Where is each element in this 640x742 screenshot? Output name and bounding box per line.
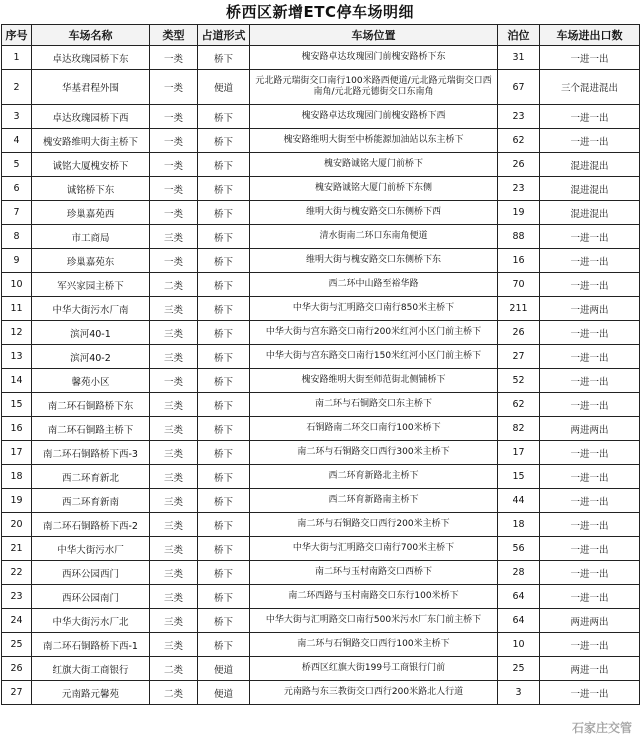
cell-exits: 两进两出 — [540, 417, 640, 441]
cell-location: 中华大街与宫东路交口南行150米红河小区门前主桥下 — [250, 345, 498, 369]
cell-mode: 桥下 — [198, 129, 250, 153]
cell-type: 二类 — [150, 681, 198, 705]
cell-exits: 一进一出 — [540, 561, 640, 585]
cell-type: 二类 — [150, 273, 198, 297]
cell-name: 卓达玫瑰园桥下西 — [32, 105, 150, 129]
cell-name: 中华大街污水厂南 — [32, 297, 150, 321]
cell-type: 三类 — [150, 561, 198, 585]
cell-location: 槐安路维明大街至中桥能源加油站以东主桥下 — [250, 129, 498, 153]
cell-type: 三类 — [150, 345, 198, 369]
cell-spaces: 17 — [498, 441, 540, 465]
cell-exits: 一进一出 — [540, 105, 640, 129]
cell-name: 华基君程外围 — [32, 70, 150, 105]
cell-exits: 一进两出 — [540, 297, 640, 321]
cell-spaces: 16 — [498, 249, 540, 273]
cell-location: 南二环西路与玉村南路交口东行100米桥下 — [250, 585, 498, 609]
cell-spaces: 23 — [498, 105, 540, 129]
cell-location: 槐安路维明大街至师范街北侧铺桥下 — [250, 369, 498, 393]
cell-spaces: 82 — [498, 417, 540, 441]
cell-mode: 桥下 — [198, 417, 250, 441]
cell-spaces: 64 — [498, 609, 540, 633]
cell-location: 元北路元瑞街交口南行100米路西便道/元北路元瑞街交口西南角/元北路元德街交口东南角 — [250, 70, 498, 105]
cell-mode: 桥下 — [198, 345, 250, 369]
table-row — [2, 441, 640, 465]
cell-exits: 一进一出 — [540, 345, 640, 369]
table-row — [2, 633, 640, 657]
cell-mode: 桥下 — [198, 513, 250, 537]
cell-no: 5 — [2, 153, 32, 177]
cell-no: 10 — [2, 273, 32, 297]
cell-exits: 一进一出 — [540, 537, 640, 561]
cell-name: 南二环石铜路桥下西-1 — [32, 633, 150, 657]
cell-exits: 一进一出 — [540, 369, 640, 393]
table-row — [2, 393, 640, 417]
cell-location: 南二环与石铜路交口西行100米主桥下 — [250, 633, 498, 657]
cell-type: 一类 — [150, 70, 198, 105]
cell-no: 1 — [2, 46, 32, 70]
cell-mode: 桥下 — [198, 585, 250, 609]
cell-type: 三类 — [150, 585, 198, 609]
table-row — [2, 46, 640, 70]
table-row — [2, 153, 640, 177]
cell-location: 元南路与东三教街交口西行200米路北人行道 — [250, 681, 498, 705]
table-row — [2, 105, 640, 129]
cell-mode: 桥下 — [198, 46, 250, 70]
cell-name: 滨河40-1 — [32, 321, 150, 345]
cell-type: 一类 — [150, 129, 198, 153]
cell-mode: 便道 — [198, 70, 250, 105]
cell-location: 槐安路卓达玫瑰园门前槐安路桥下东 — [250, 46, 498, 70]
cell-mode: 桥下 — [198, 249, 250, 273]
cell-spaces: 52 — [498, 369, 540, 393]
cell-no: 27 — [2, 681, 32, 705]
cell-type: 三类 — [150, 609, 198, 633]
cell-exits: 一进一出 — [540, 633, 640, 657]
cell-no: 11 — [2, 297, 32, 321]
cell-type: 二类 — [150, 657, 198, 681]
cell-location: 西二环育新路南主桥下 — [250, 489, 498, 513]
cell-mode: 桥下 — [198, 321, 250, 345]
table-row — [2, 369, 640, 393]
cell-spaces: 19 — [498, 201, 540, 225]
cell-name: 红旗大街工商银行 — [32, 657, 150, 681]
cell-type: 三类 — [150, 393, 198, 417]
cell-location: 南二环与石铜路交口西行200米主桥下 — [250, 513, 498, 537]
cell-exits: 两进两出 — [540, 609, 640, 633]
cell-no: 6 — [2, 177, 32, 201]
cell-no: 14 — [2, 369, 32, 393]
table-row — [2, 225, 640, 249]
header-location: 车场位置 — [250, 25, 498, 46]
table-row — [2, 489, 640, 513]
cell-name: 军兴家园主桥下 — [32, 273, 150, 297]
table-row — [2, 273, 640, 297]
cell-name: 滨河40-2 — [32, 345, 150, 369]
cell-mode: 便道 — [198, 657, 250, 681]
cell-spaces: 62 — [498, 129, 540, 153]
cell-no: 22 — [2, 561, 32, 585]
cell-mode: 桥下 — [198, 561, 250, 585]
cell-exits: 混进混出 — [540, 201, 640, 225]
cell-mode: 桥下 — [198, 201, 250, 225]
cell-no: 9 — [2, 249, 32, 273]
cell-location: 中华大街与汇明路交口南行850米主桥下 — [250, 297, 498, 321]
cell-mode: 便道 — [198, 681, 250, 705]
cell-spaces: 3 — [498, 681, 540, 705]
cell-spaces: 64 — [498, 585, 540, 609]
cell-name: 珍巢嘉苑东 — [32, 249, 150, 273]
cell-type: 一类 — [150, 369, 198, 393]
cell-type: 三类 — [150, 441, 198, 465]
page-title: 桥西区新增ETC停车场明细 — [226, 3, 414, 21]
cell-name: 槐安路维明大街主桥下 — [32, 129, 150, 153]
table-row — [2, 609, 640, 633]
table-row — [2, 321, 640, 345]
cell-name: 中华大街污水厂 — [32, 537, 150, 561]
table-row — [2, 417, 640, 441]
cell-exits: 一进一出 — [540, 225, 640, 249]
cell-no: 15 — [2, 393, 32, 417]
cell-type: 一类 — [150, 249, 198, 273]
cell-spaces: 23 — [498, 177, 540, 201]
cell-exits: 一进一出 — [540, 46, 640, 70]
cell-name: 卓达玫瑰园桥下东 — [32, 46, 150, 70]
cell-spaces: 10 — [498, 633, 540, 657]
table-row — [2, 681, 640, 705]
cell-exits: 一进一出 — [540, 321, 640, 345]
cell-spaces: 18 — [498, 513, 540, 537]
cell-location: 桥西区红旗大街199号工商银行门前 — [250, 657, 498, 681]
cell-type: 三类 — [150, 489, 198, 513]
cell-type: 三类 — [150, 465, 198, 489]
cell-no: 17 — [2, 441, 32, 465]
cell-location: 维明大街与槐安路交口东侧桥下东 — [250, 249, 498, 273]
cell-name: 西二环育新北 — [32, 465, 150, 489]
cell-type: 三类 — [150, 417, 198, 441]
cell-mode: 桥下 — [198, 393, 250, 417]
cell-spaces: 25 — [498, 657, 540, 681]
cell-exits: 一进一出 — [540, 681, 640, 705]
cell-name: 西二环育新南 — [32, 489, 150, 513]
cell-type: 一类 — [150, 153, 198, 177]
table-row — [2, 129, 640, 153]
cell-spaces: 44 — [498, 489, 540, 513]
cell-location: 南二环与石铜路交口西行300米主桥下 — [250, 441, 498, 465]
cell-exits: 一进一出 — [540, 441, 640, 465]
cell-spaces: 56 — [498, 537, 540, 561]
cell-no: 4 — [2, 129, 32, 153]
table-row — [2, 513, 640, 537]
cell-no: 23 — [2, 585, 32, 609]
cell-spaces: 15 — [498, 465, 540, 489]
cell-name: 南二环石铜路桥下东 — [32, 393, 150, 417]
header-exits: 车场进出口数 — [540, 25, 640, 46]
cell-location: 南二环与石铜路交口东主桥下 — [250, 393, 498, 417]
cell-no: 25 — [2, 633, 32, 657]
cell-mode: 桥下 — [198, 537, 250, 561]
cell-mode: 桥下 — [198, 369, 250, 393]
cell-mode: 桥下 — [198, 225, 250, 249]
cell-location: 中华大街与汇明路交口南行500米污水厂东门前主桥下 — [250, 609, 498, 633]
cell-mode: 桥下 — [198, 609, 250, 633]
cell-mode: 桥下 — [198, 465, 250, 489]
cell-exits: 一进一出 — [540, 393, 640, 417]
cell-name: 市工商局 — [32, 225, 150, 249]
cell-no: 8 — [2, 225, 32, 249]
cell-spaces: 67 — [498, 70, 540, 105]
header-name: 车场名称 — [32, 25, 150, 46]
cell-location: 槐安路诚铭大厦门前桥下 — [250, 153, 498, 177]
cell-mode: 桥下 — [198, 297, 250, 321]
cell-spaces: 88 — [498, 225, 540, 249]
cell-exits: 混进混出 — [540, 153, 640, 177]
cell-name: 元南路元馨苑 — [32, 681, 150, 705]
cell-name: 南二环石铜路桥下西-2 — [32, 513, 150, 537]
parking-table — [1, 24, 640, 705]
table-row — [2, 345, 640, 369]
cell-spaces: 27 — [498, 345, 540, 369]
header-spaces: 泊位 — [498, 25, 540, 46]
cell-type: 一类 — [150, 201, 198, 225]
cell-exits: 一进一出 — [540, 513, 640, 537]
cell-exits: 混进混出 — [540, 177, 640, 201]
cell-mode: 桥下 — [198, 489, 250, 513]
cell-type: 三类 — [150, 537, 198, 561]
cell-exits: 一进一出 — [540, 465, 640, 489]
cell-location: 西二环中山路至裕华路 — [250, 273, 498, 297]
cell-type: 三类 — [150, 633, 198, 657]
cell-no: 3 — [2, 105, 32, 129]
cell-type: 三类 — [150, 513, 198, 537]
cell-mode: 桥下 — [198, 633, 250, 657]
table-row — [2, 657, 640, 681]
cell-location: 中华大街与宫东路交口南行200米红河小区门前主桥下 — [250, 321, 498, 345]
cell-location: 清水街南二环口东南角便道 — [250, 225, 498, 249]
table-row — [2, 537, 640, 561]
cell-name: 南二环石铜路主桥下 — [32, 417, 150, 441]
cell-no: 16 — [2, 417, 32, 441]
cell-spaces: 31 — [498, 46, 540, 70]
table-row — [2, 465, 640, 489]
cell-name: 南二环石铜路桥下西-3 — [32, 441, 150, 465]
header-mode: 占道形式 — [198, 25, 250, 46]
header-type: 类型 — [150, 25, 198, 46]
table-row — [2, 201, 640, 225]
cell-spaces: 62 — [498, 393, 540, 417]
cell-no: 12 — [2, 321, 32, 345]
cell-no: 20 — [2, 513, 32, 537]
cell-no: 21 — [2, 537, 32, 561]
table-row — [2, 249, 640, 273]
cell-no: 7 — [2, 201, 32, 225]
cell-spaces: 26 — [498, 153, 540, 177]
cell-location: 槐安路卓达玫瑰园门前槐安路桥下西 — [250, 105, 498, 129]
cell-spaces: 211 — [498, 297, 540, 321]
cell-type: 一类 — [150, 105, 198, 129]
cell-name: 诚铭桥下东 — [32, 177, 150, 201]
cell-type: 三类 — [150, 225, 198, 249]
cell-name: 馨苑小区 — [32, 369, 150, 393]
cell-exits: 一进一出 — [540, 273, 640, 297]
cell-no: 19 — [2, 489, 32, 513]
cell-mode: 桥下 — [198, 441, 250, 465]
cell-spaces: 28 — [498, 561, 540, 585]
cell-location: 中华大街与汇明路交口南行700米主桥下 — [250, 537, 498, 561]
cell-type: 三类 — [150, 297, 198, 321]
cell-no: 26 — [2, 657, 32, 681]
cell-mode: 桥下 — [198, 153, 250, 177]
watermark: 石家庄交管 — [571, 721, 632, 735]
cell-mode: 桥下 — [198, 105, 250, 129]
table-row — [2, 177, 640, 201]
cell-type: 一类 — [150, 177, 198, 201]
cell-mode: 桥下 — [198, 177, 250, 201]
cell-exits: 一进一出 — [540, 489, 640, 513]
header-row — [2, 25, 640, 46]
cell-location: 槐安路诚铭大厦门前桥下东侧 — [250, 177, 498, 201]
cell-location: 石铜路南二环交口南行100米桥下 — [250, 417, 498, 441]
cell-exits: 一进一出 — [540, 249, 640, 273]
cell-exits: 一进一出 — [540, 129, 640, 153]
table-row — [2, 70, 640, 105]
cell-type: 一类 — [150, 46, 198, 70]
cell-spaces: 26 — [498, 321, 540, 345]
cell-location: 南二环与玉村南路交口西桥下 — [250, 561, 498, 585]
cell-location: 西二环育新路北主桥下 — [250, 465, 498, 489]
header-no: 序号 — [2, 25, 32, 46]
cell-no: 13 — [2, 345, 32, 369]
cell-name: 珍巢嘉苑西 — [32, 201, 150, 225]
cell-no: 18 — [2, 465, 32, 489]
cell-location: 维明大街与槐安路交口东侧桥下西 — [250, 201, 498, 225]
table-row — [2, 297, 640, 321]
cell-name: 西环公园西门 — [32, 561, 150, 585]
cell-no: 2 — [2, 70, 32, 105]
cell-exits: 一进一出 — [540, 585, 640, 609]
cell-exits: 三个混进混出 — [540, 70, 640, 105]
table-row — [2, 585, 640, 609]
cell-name: 中华大街污水厂北 — [32, 609, 150, 633]
table-row — [2, 561, 640, 585]
cell-name: 西环公园南门 — [32, 585, 150, 609]
cell-mode: 桥下 — [198, 273, 250, 297]
cell-spaces: 70 — [498, 273, 540, 297]
cell-no: 24 — [2, 609, 32, 633]
cell-name: 诚铭大厦槐安桥下 — [32, 153, 150, 177]
cell-exits: 两进一出 — [540, 657, 640, 681]
cell-type: 三类 — [150, 321, 198, 345]
